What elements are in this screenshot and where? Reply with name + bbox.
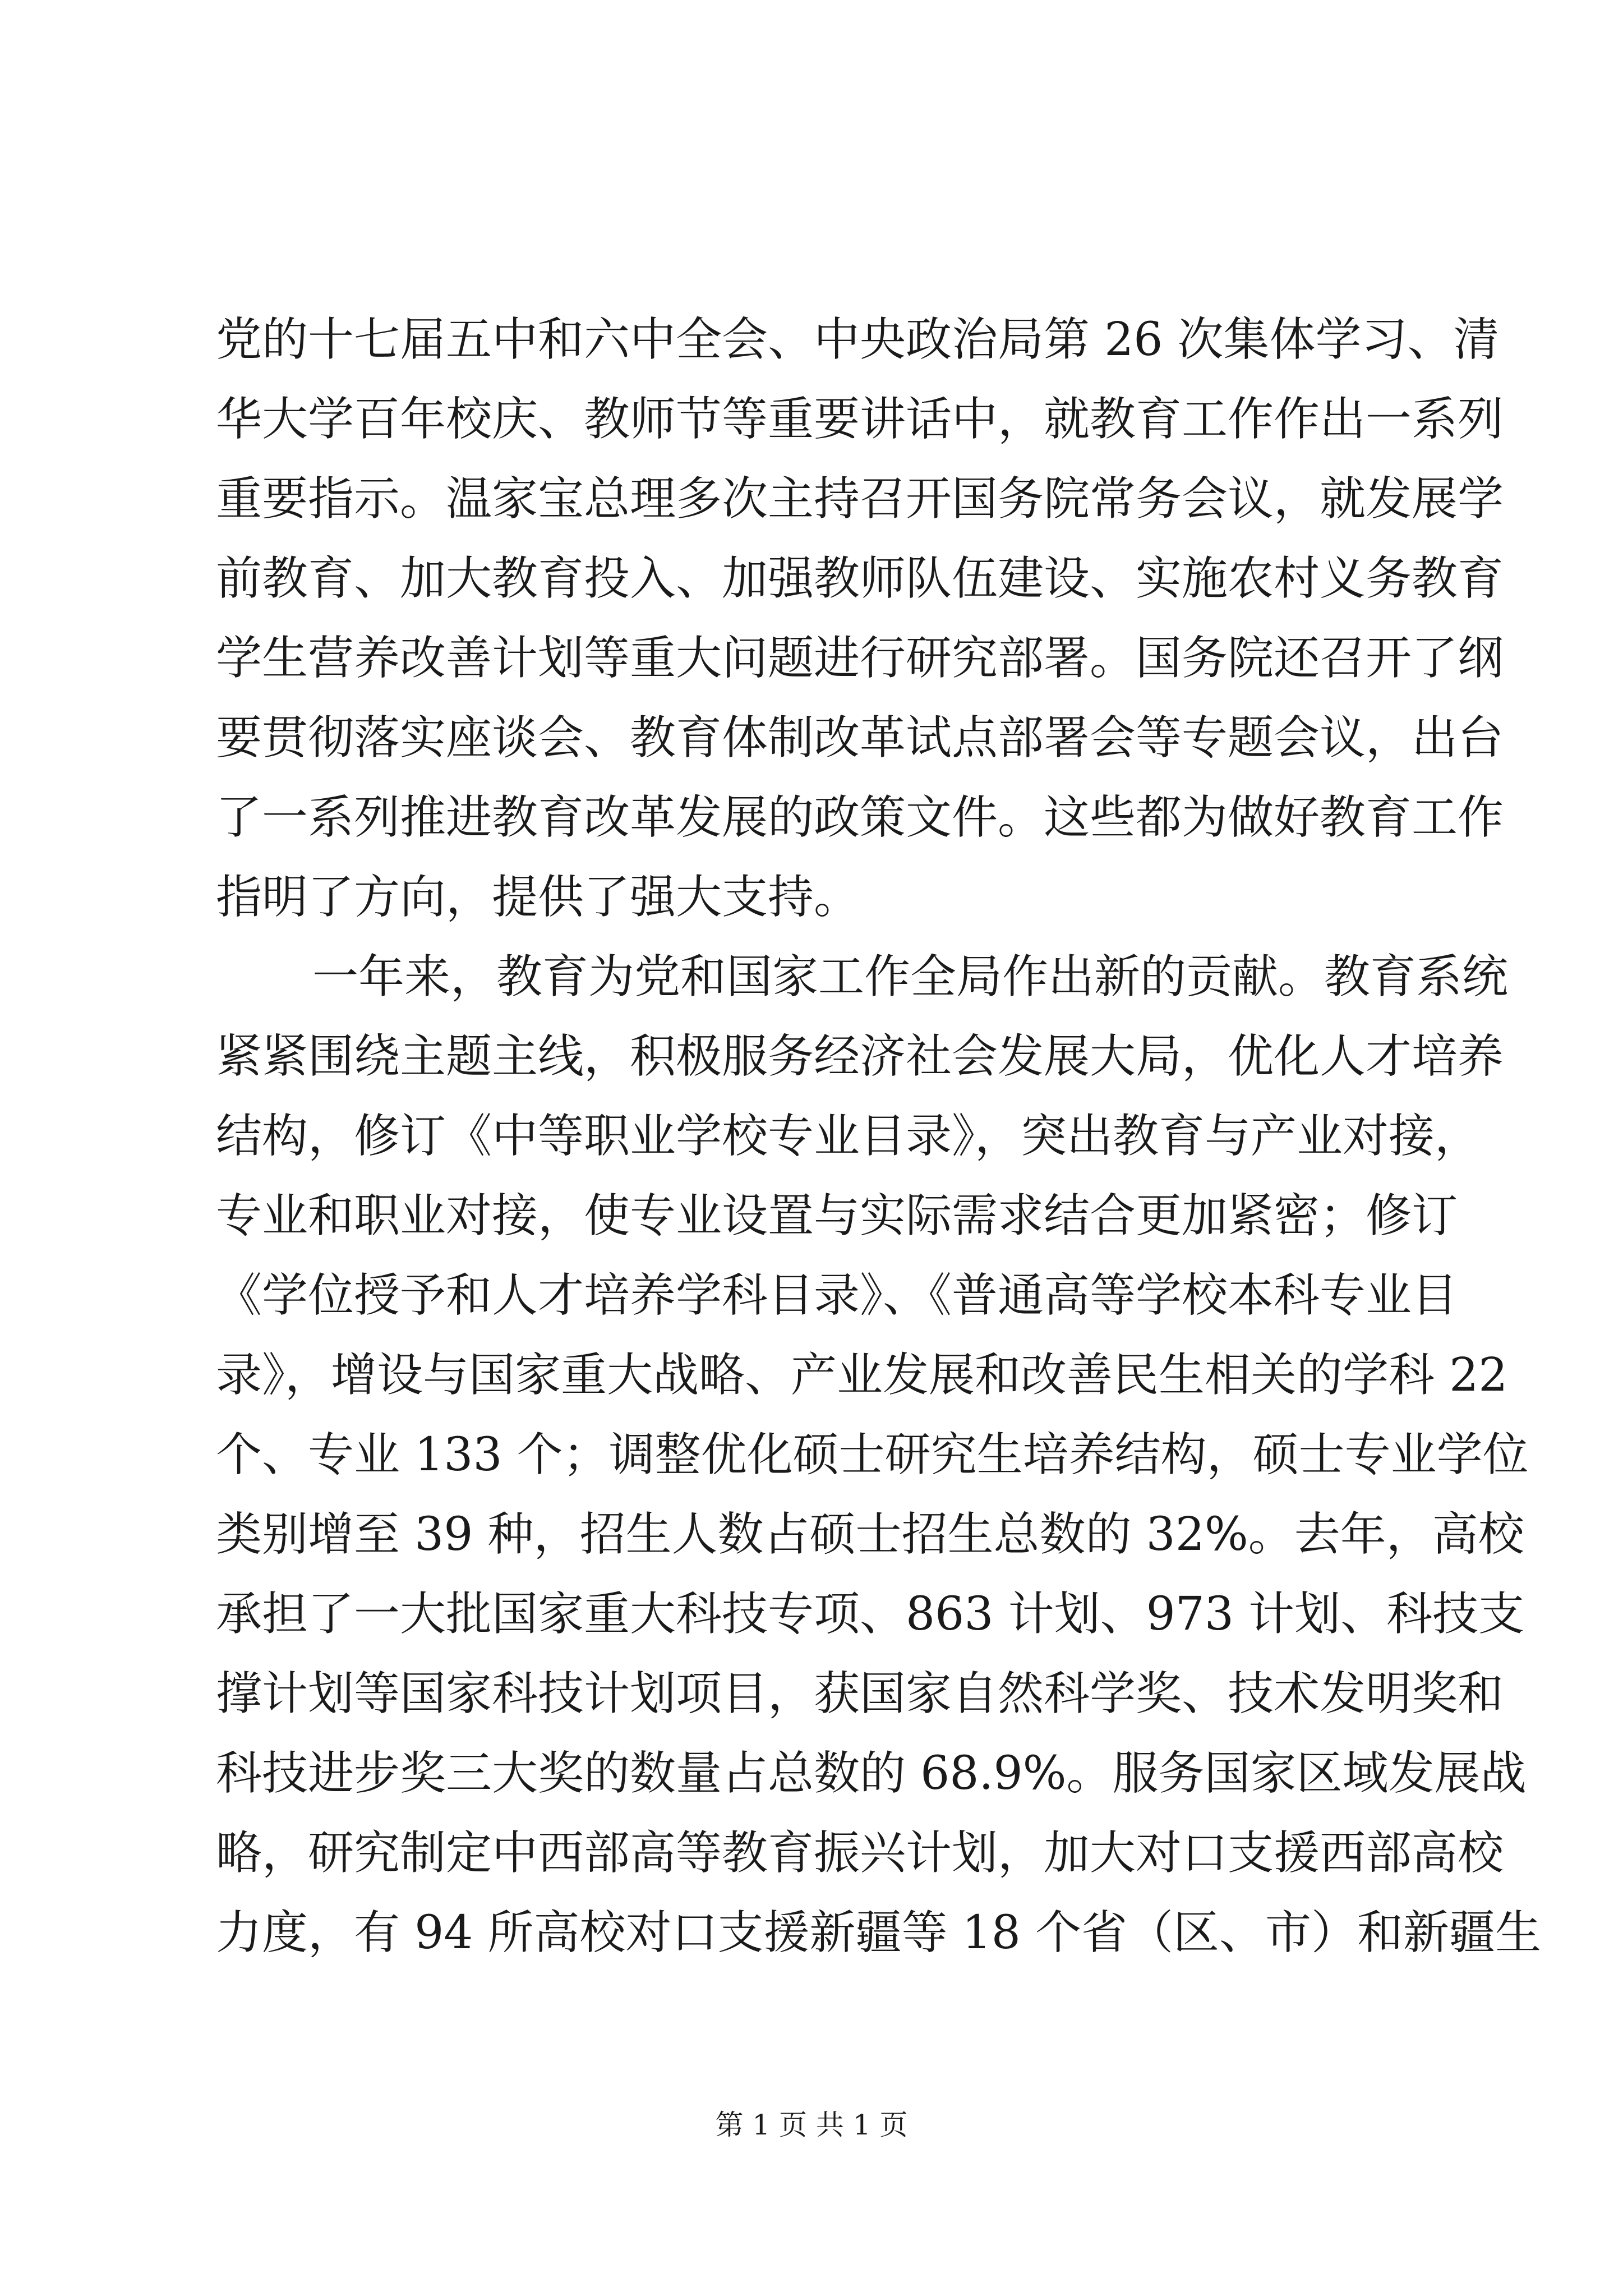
text-line: 了一系列推进教育改革发展的政策文件。这些都为做好教育工作 [216,791,1504,844]
text-line: 华大学百年校庆、教师节等重要讲话中，就教育工作作出一系列 [216,393,1504,446]
text-line: 略，研究制定中西部高等教育振兴计划，加大对口支援西部高校 [216,1826,1504,1880]
text-line: 《学位授予和人才培养学科目录》、《普通高等学校本科专业目 [216,1269,1458,1322]
text-line: 撑计划等国家科技计划项目，获国家自然科学奖、技术发明奖和 [216,1667,1504,1720]
page-footer [0,2108,1623,2142]
paragraph-1 [216,300,1504,937]
text-line: 重要指示。温家宝总理多次主持召开国务院常务会议，就发展学 [216,472,1504,526]
text-line: 个、专业 133 个；调整优化硕士研究生培养结构，硕士专业学位 [216,1428,1529,1481]
text-line: 要贯彻落实座谈会、教育体制改革试点部署会等专题会议，出台 [216,711,1504,765]
text-line: 类别增至 39 种，招生人数占硕士招生总数的 32%。去年，高校 [216,1508,1524,1561]
text-line: 一年来，教育为党和国家工作全局作出新的贡献。教育系统 [312,950,1509,1004]
text-line: 前教育、加大教育投入、加强教师队伍建设、实施农村义务教育 [216,552,1504,605]
text-line: 专业和职业对接，使专业设置与实际需求结合更加紧密；修订 [216,1189,1458,1243]
text-line: 力度，有 94 所高校对口支援新疆等 18 个省（区、市）和新疆生 [216,1906,1541,1959]
text-line: 承担了一大批国家重大科技专项、863 计划、973 计划、科技支 [216,1588,1525,1641]
text-line: 学生营养改善计划等重大问题进行研究部署。国务院还召开了纲 [216,632,1504,685]
text-line: 党的十七届五中和六中全会、中央政治局第 26 次集体学习、清 [216,313,1500,366]
page-number-label: 第 1 页 共 1 页 [715,2109,908,2141]
document-body [216,300,1541,1973]
text-line: 紧紧围绕主题主线，积极服务经济社会发展大局，优化人才培养 [216,1030,1504,1083]
text-line: 指明了方向，提供了强大支持。 [216,871,860,924]
text-line: 科技进步奖三大奖的数量占总数的 68.9%。服务国家区域发展战 [216,1747,1527,1800]
text-line: 结构，修订《中等职业学校专业目录》，突出教育与产业对接， [216,1110,1481,1163]
paragraph-2 [216,937,1541,1973]
text-line: 录》，增设与国家重大战略、产业发展和改善民生相关的学科 22 [216,1349,1508,1402]
